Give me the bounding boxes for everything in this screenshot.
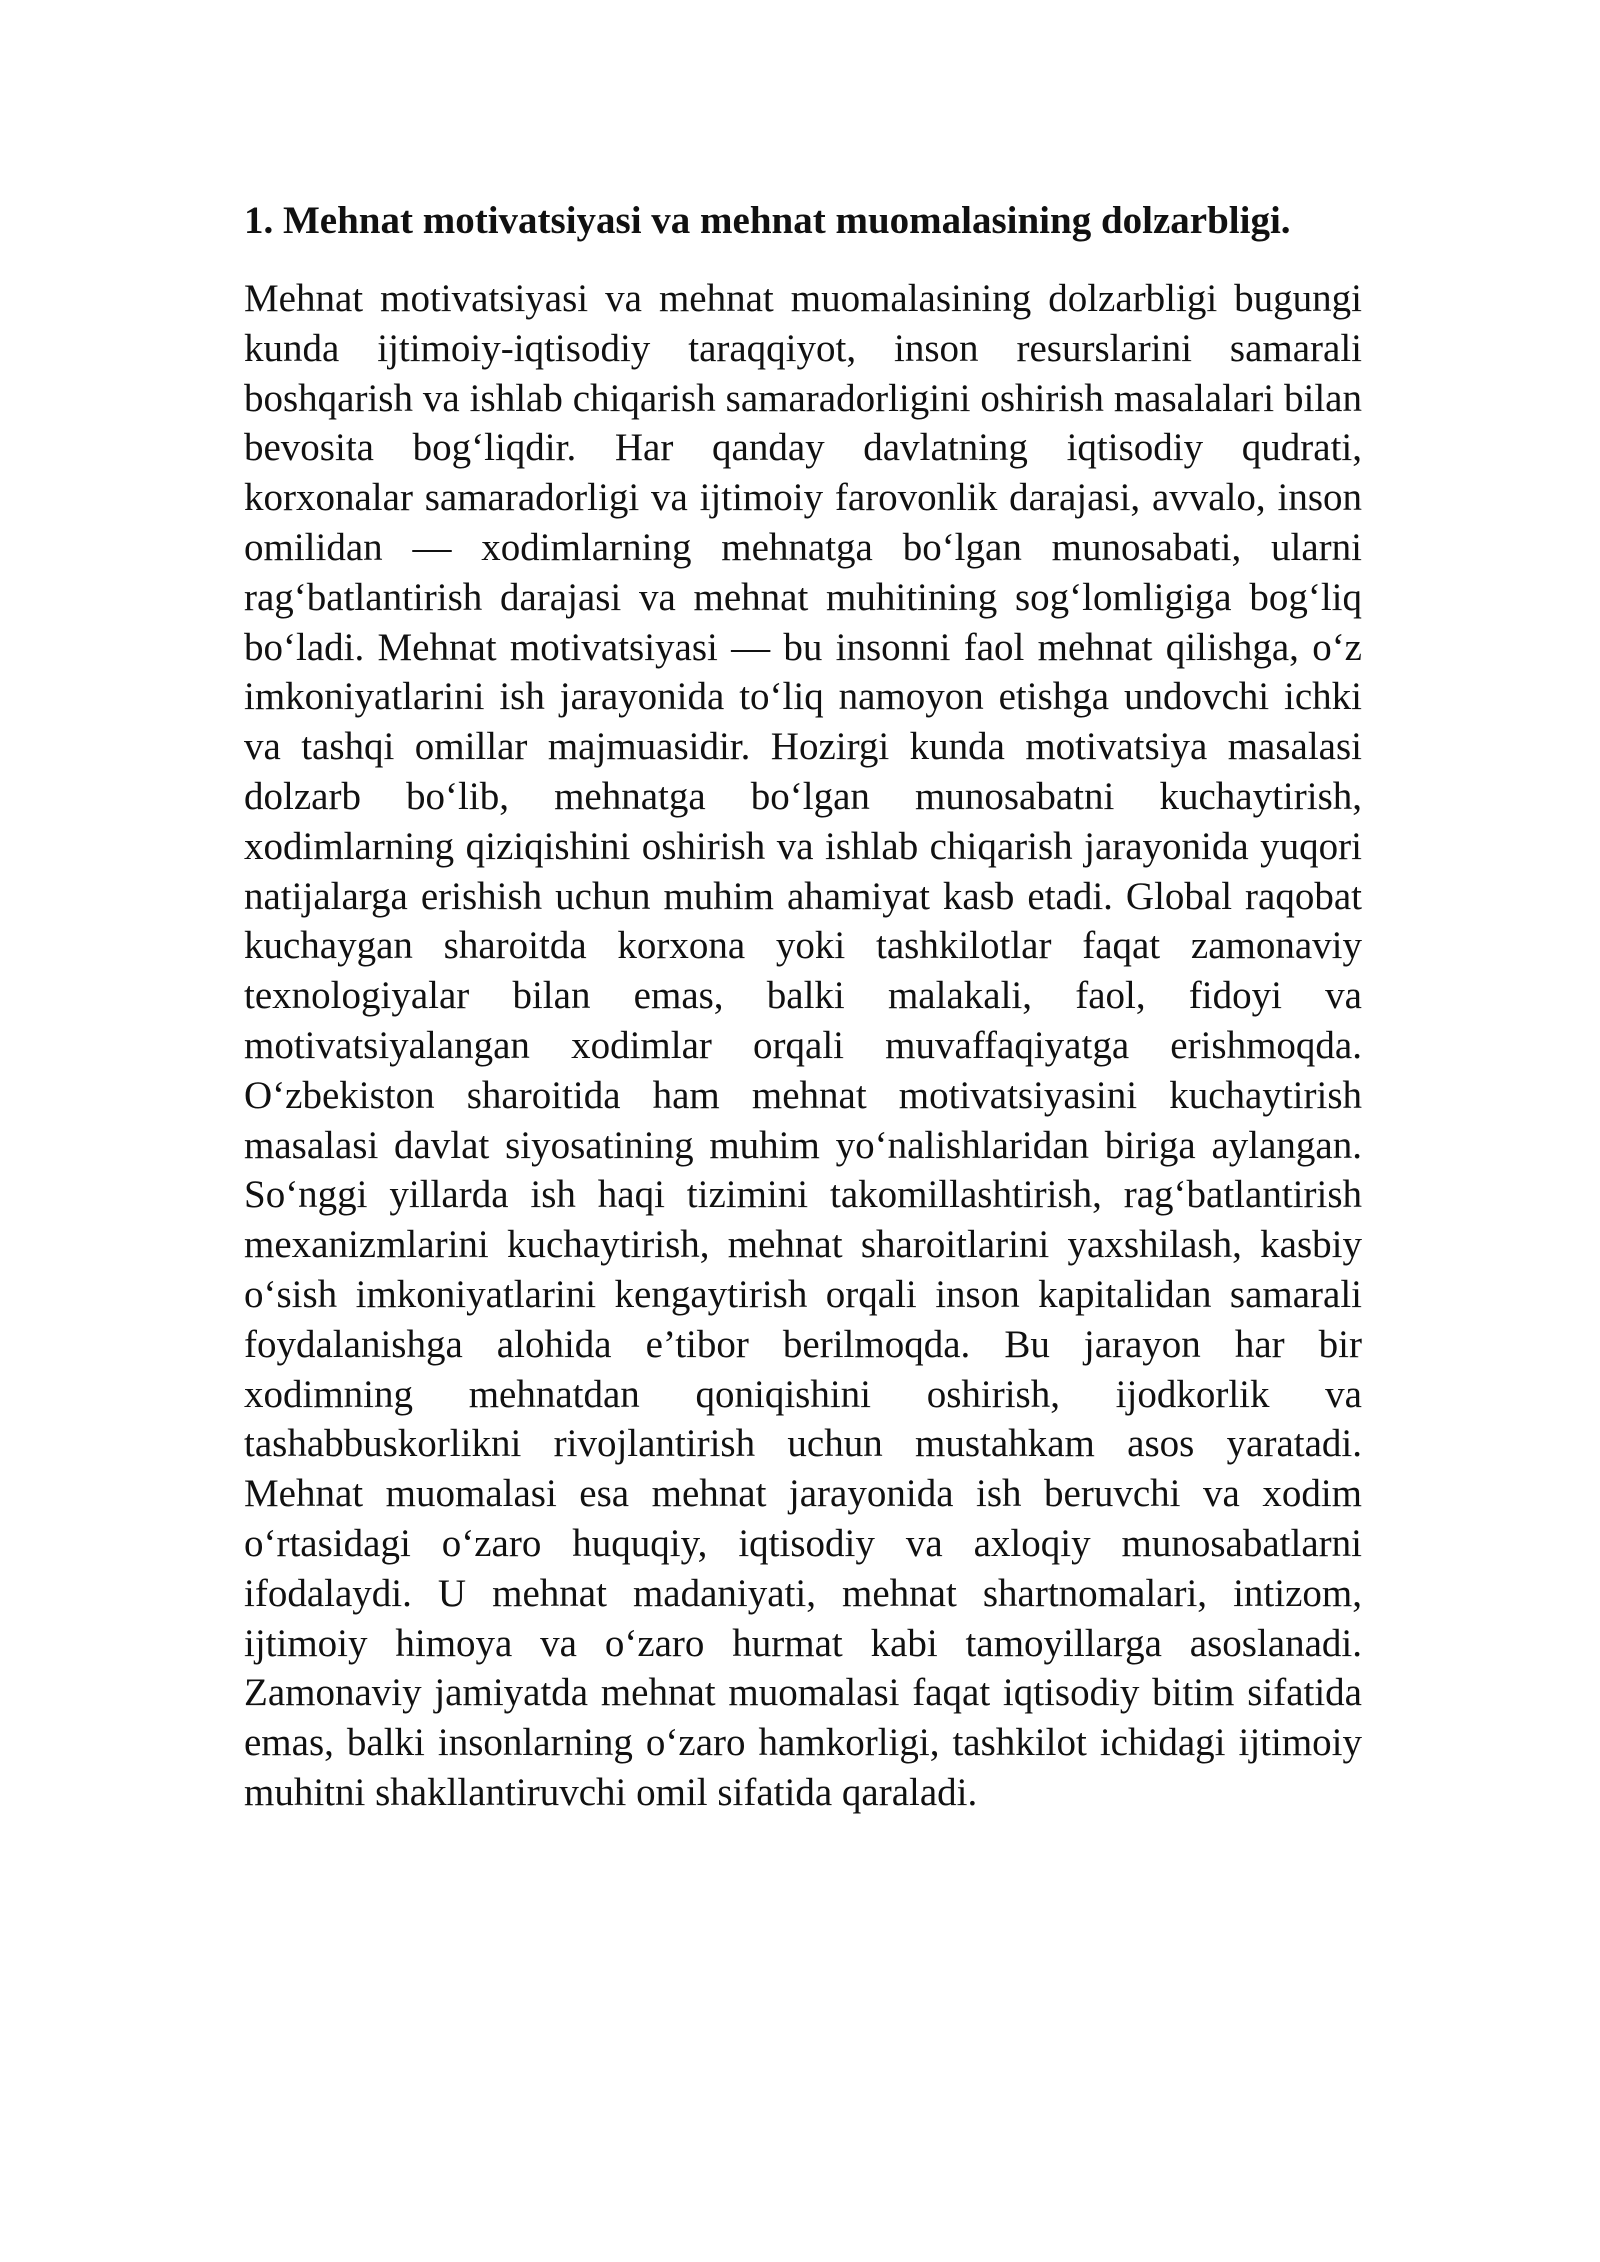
document-page (244, 196, 1362, 1818)
section-heading: 1. Mehnat motivatsiyasi va mehnat muomalasining dolzarbligi. (244, 199, 1291, 242)
body-paragraph: Mehnat motivatsiyasi va mehnat muomalasining dolzarbligi bugungi kunda ijtimoiy-iqtisodiy taraqqiyot, inson resurslarini samarali boshqarish va ishlab chiqarish samaradorligini oshirish masalalari bilan bevosita bog‘liqdir. Har qanday davlatning iqtisodiy qudrati, korxonalar samaradorligi va ijtimoiy farovonlik darajasi, avvalo, inson omilidan — xodimlarning mehnatga bo‘lgan munosabati, ularni rag‘batlantirish darajasi va mehnat muhitining sog‘lomligiga bog‘liq bo‘ladi. Mehnat motivatsiyasi — bu insonni faol mehnat qilishga, o‘z imkoniyatlarini ish jarayonida to‘liq namoyon etishga undovchi ichki va tashqi omillar majmuasidir. Hozirgi kunda motivatsiya masalasi dolzarb bo‘lib, mehnatga bo‘lgan munosabatni kuchaytirish, xodimlarning qiziqishini oshirish va ishlab chiqarish jarayonida yuqori natijalarga erishish uchun muhim ahamiyat kasb etadi. Global raqobat kuchaygan sharoitda korxona yoki tashkilotlar faqat zamonaviy texnologiyalar bilan emas, balki malakali, faol, fidoyi va motivatsiyalangan xodimlar orqali muvaffaqiyatga erishmoqda. O‘zbekiston sharoitida ham mehnat motivatsiyasini kuchaytirish masalasi davlat siyosatining muhim yo‘nalishlaridan biriga aylangan. So‘nggi yillarda ish haqi tizimini takomillashtirish, rag‘batlantirish mexanizmlarini kuchaytirish, mehnat sharoitlarini yaxshilash, kasbiy o‘sish imkoniyatlarini kengaytirish orqali inson kapitalidan samarali foydalanishga alohida e’tibor berilmoqda. Bu jarayon har bir xodimning mehnatdan qoniqishini oshirish, ijodkorlik va tashabbuskorlikni rivojlantirish uchun mustahkam asos yaratadi. Mehnat muomalasi esa mehnat jarayonida ish beruvchi va xodim o‘rtasidagi o‘zaro huquqiy, iqtisodiy va axloqiy munosabatlarni ifodalaydi. U mehnat madaniyati, mehnat shartnomalari, intizom, ijtimoiy himoya va o‘zaro hurmat kabi tamoyillarga asoslanadi. Zamonaviy jamiyatda mehnat muomalasi faqat iqtisodiy bitim sifatida emas, balki insonlarning o‘zaro hamkorligi, tashkilot ichidagi ijtimoiy muhitni shakllantiruvchi omil sifatida qaraladi. (244, 277, 1362, 1814)
